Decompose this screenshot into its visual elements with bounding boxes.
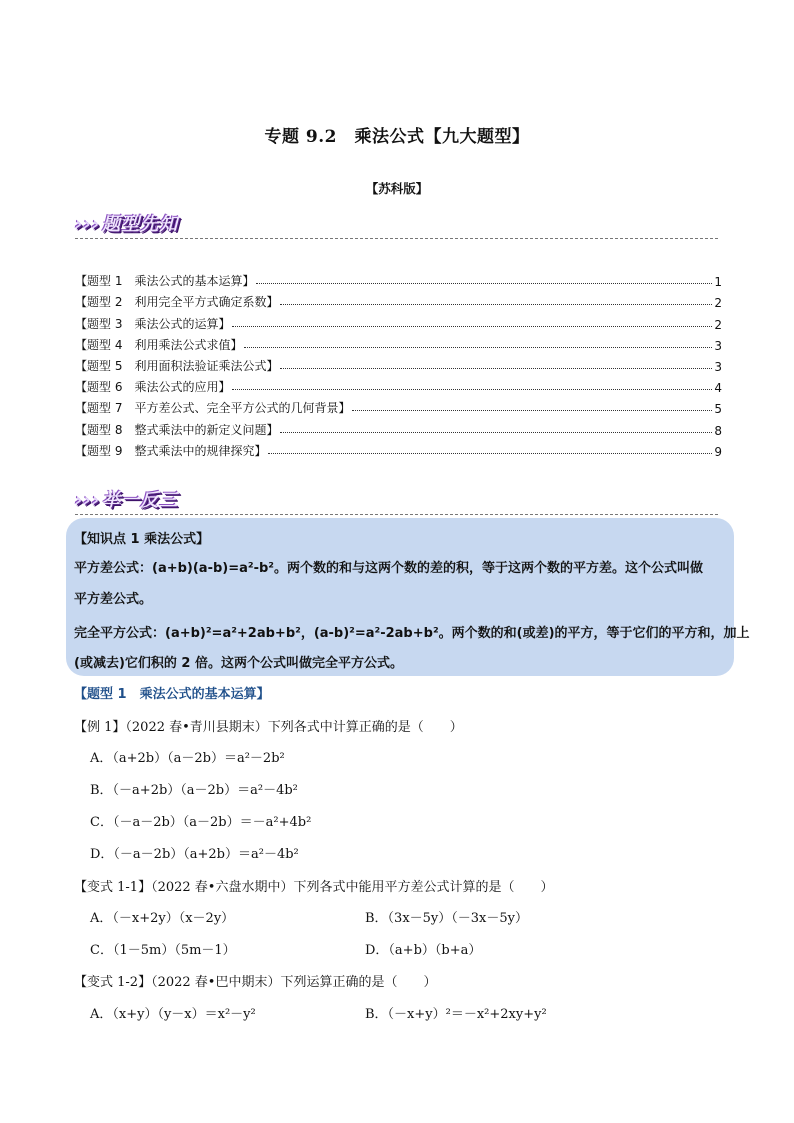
section-title: 【题型 1 乘法公式的基本运算】 bbox=[74, 687, 270, 702]
toc-leader bbox=[280, 368, 712, 369]
toc-item[interactable] bbox=[75, 289, 722, 310]
toc-item-label: 【题型 8 整式乘法中的新定义问题】 bbox=[75, 422, 279, 437]
option-c[interactable]: C．（－a－2b）（a－2b）＝－a²+4b² bbox=[90, 815, 312, 830]
toc-page-number: 3 bbox=[714, 338, 722, 353]
practice-banner bbox=[75, 486, 178, 514]
toc-item[interactable] bbox=[75, 395, 722, 416]
toc-item-label: 【题型 7 平方差公式、完全平方公式的几何背景】 bbox=[75, 401, 351, 416]
divider bbox=[75, 238, 718, 239]
toc-page-number: 3 bbox=[714, 359, 722, 374]
banner-arrows-icon: ››› bbox=[75, 214, 101, 235]
option-a[interactable]: A．（－x+2y）（x－2y） bbox=[90, 911, 235, 926]
toc-page-number: 2 bbox=[714, 296, 722, 311]
option-d[interactable]: D．（－a－2b）（a+2b）＝a²－4b² bbox=[90, 847, 299, 862]
knowledge-line: 完全平方公式：(a+b)²=a²+2ab+b²，(a-b)²=a²-2ab+b²。两个数的和(或差)的平方，等于它们的平方和，加上 bbox=[74, 626, 750, 641]
toc-leader bbox=[352, 410, 712, 411]
option-c[interactable]: C．（1－5m）（5m－1） bbox=[90, 943, 236, 958]
toc-item-label: 【题型 2 利用完全平方式确定系数】 bbox=[75, 295, 279, 310]
toc-item-label: 【题型 3 乘法公式的运算】 bbox=[75, 316, 231, 331]
knowledge-line: 平方差公式。 bbox=[74, 592, 153, 607]
toc-leader bbox=[280, 432, 712, 433]
toc-item[interactable] bbox=[75, 353, 722, 374]
practice-banner-text: 举一反三 bbox=[102, 490, 179, 511]
page-title: 专题 9.2 乘法公式【九大题型】 bbox=[264, 127, 530, 147]
toc-item-label: 【题型 5 利用面积法验证乘法公式】 bbox=[75, 358, 279, 373]
example-question: 【例 1】（2022 春•青川县期末）下列各式中计算正确的是（ ） bbox=[74, 720, 463, 735]
toc-item-label: 【题型 4 利用乘法公式求值】 bbox=[75, 337, 243, 352]
divider bbox=[75, 514, 718, 515]
table-of-contents bbox=[75, 268, 722, 459]
toc-item-label: 【题型 6 乘法公式的应用】 bbox=[75, 380, 231, 395]
option-b[interactable]: B．（3x－5y）（－3x－5y） bbox=[365, 911, 528, 926]
toc-page-number: 5 bbox=[714, 402, 722, 417]
preview-banner bbox=[75, 210, 178, 238]
toc-leader bbox=[256, 283, 712, 284]
toc-page-number: 9 bbox=[714, 444, 722, 459]
knowledge-line: 平方差公式：(a+b)(a-b)=a²-b²。两个数的和与这两个数的差的积，等于这两个数的平方差。这个公式叫做 bbox=[74, 561, 703, 576]
toc-page-number: 1 bbox=[714, 275, 722, 290]
toc-page-number: 4 bbox=[714, 381, 722, 396]
option-b[interactable]: B．（－x+y）²＝－x²+2xy+y² bbox=[365, 1007, 547, 1022]
option-d[interactable]: D．（a+b）（b+a） bbox=[365, 943, 482, 958]
toc-leader bbox=[232, 389, 712, 390]
knowledge-heading: 【知识点 1 乘法公式】 bbox=[74, 532, 210, 547]
toc-leader bbox=[280, 304, 712, 305]
variant-question: 【变式 1-2】（2022 春•巴中期末）下列运算正确的是（ ） bbox=[74, 975, 437, 990]
option-a[interactable]: A．（x+y）（y－x）＝x²－y² bbox=[90, 1007, 256, 1022]
toc-item-label: 【题型 9 整式乘法中的规律探究】 bbox=[75, 443, 267, 458]
variant-question: 【变式 1-1】（2022 春•六盘水期中）下列各式中能用平方差公式计算的是（ ） bbox=[74, 880, 554, 895]
option-a[interactable]: A．（a+2b）（a－2b）＝a²－2b² bbox=[90, 751, 285, 766]
preview-banner-text: 题型先知 bbox=[102, 214, 179, 235]
toc-leader bbox=[268, 453, 712, 454]
toc-page-number: 2 bbox=[714, 317, 722, 332]
toc-item[interactable] bbox=[75, 416, 722, 437]
toc-leader bbox=[244, 347, 712, 348]
toc-item[interactable] bbox=[75, 268, 722, 289]
toc-item[interactable] bbox=[75, 374, 722, 395]
knowledge-line: (或减去)它们积的 2 倍。这两个公式叫做完全平方公式。 bbox=[74, 656, 403, 671]
toc-leader bbox=[232, 326, 712, 327]
toc-item-label: 【题型 1 乘法公式的基本运算】 bbox=[75, 274, 255, 289]
option-b[interactable]: B．（－a+2b）（a－2b）＝a²－4b² bbox=[90, 783, 298, 798]
edition-label: 【苏科版】 bbox=[365, 181, 429, 196]
toc-page-number: 8 bbox=[714, 423, 722, 438]
banner-arrows-icon: ››› bbox=[75, 490, 101, 511]
toc-item[interactable] bbox=[75, 310, 722, 331]
toc-item[interactable] bbox=[75, 332, 722, 353]
toc-item[interactable] bbox=[75, 438, 722, 459]
